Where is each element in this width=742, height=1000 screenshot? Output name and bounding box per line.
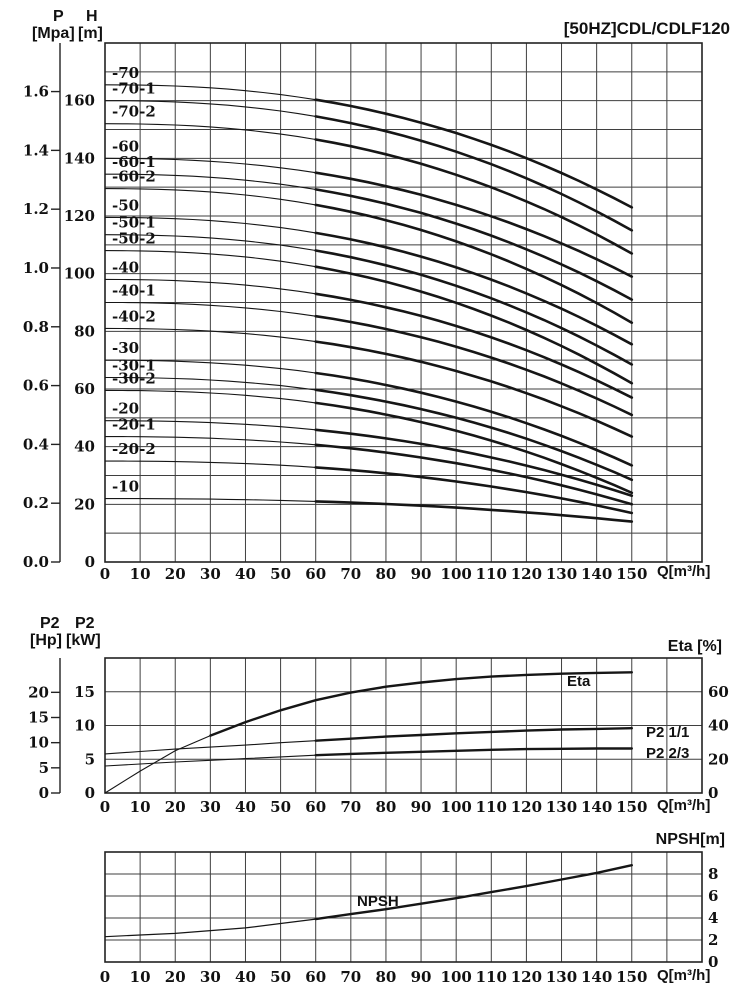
h-axis-name: H (86, 8, 98, 25)
svg-text:140: 140 (580, 968, 613, 986)
svg-text:-30: -30 (112, 339, 140, 358)
svg-text:0: 0 (38, 784, 49, 802)
svg-text:40: 40 (74, 437, 95, 456)
svg-text:20: 20 (74, 495, 95, 514)
svg-text:5: 5 (84, 750, 95, 769)
svg-text:150: 150 (616, 798, 648, 816)
svg-text:10: 10 (28, 733, 49, 752)
h-axis-unit: [m] (78, 25, 103, 42)
svg-text:120: 120 (510, 798, 543, 816)
svg-text:15: 15 (74, 682, 95, 701)
svg-text:-60: -60 (112, 137, 140, 156)
svg-text:100: 100 (440, 798, 472, 816)
svg-text:6: 6 (708, 887, 719, 905)
svg-text:-50-2: -50-2 (112, 229, 156, 248)
svg-text:140: 140 (580, 798, 613, 816)
svg-text:0: 0 (84, 553, 95, 571)
eta-axis-title: Eta [%] (667, 638, 722, 655)
svg-text:-20-1: -20-1 (112, 415, 156, 434)
middle-q-axis-unit: Q[m³/h] (657, 797, 711, 814)
npsh-axis-labels (708, 865, 718, 971)
svg-text:50: 50 (270, 798, 292, 816)
power-chart-grid (105, 658, 702, 793)
p2-twothirds-curve-label: P2 2/3 (646, 745, 690, 762)
svg-text:20: 20 (164, 565, 186, 583)
p-axis (23, 43, 60, 571)
eta-curve-label: Eta (567, 673, 591, 690)
npsh-curve-label: NPSH (357, 893, 399, 910)
svg-text:0: 0 (708, 953, 719, 971)
svg-text:0: 0 (708, 784, 719, 802)
svg-text:160: 160 (63, 91, 95, 110)
npsh-axis-title: NPSH[m] (655, 831, 725, 848)
p2-hp-axis-name: P2 (40, 615, 60, 632)
svg-text:0: 0 (99, 798, 111, 816)
svg-text:80: 80 (74, 322, 95, 341)
svg-text:130: 130 (545, 565, 578, 583)
svg-text:60: 60 (305, 968, 327, 986)
svg-text:0.2: 0.2 (22, 494, 49, 513)
svg-text:40: 40 (708, 716, 729, 735)
svg-text:-20-2: -20-2 (112, 440, 156, 459)
svg-text:-40-2: -40-2 (112, 307, 156, 326)
svg-text:100: 100 (440, 968, 472, 986)
svg-text:30: 30 (199, 798, 221, 816)
svg-text:0: 0 (99, 565, 111, 583)
p-axis-name: P (53, 8, 64, 25)
svg-text:0: 0 (99, 968, 111, 986)
svg-text:120: 120 (510, 968, 543, 986)
svg-text:40: 40 (235, 968, 256, 986)
h-axis-labels (64, 92, 95, 571)
svg-text:50: 50 (270, 565, 292, 583)
svg-text:0.4: 0.4 (22, 435, 49, 454)
svg-text:2: 2 (708, 931, 719, 949)
main-chart-curves (105, 85, 632, 522)
svg-text:15: 15 (28, 708, 49, 727)
svg-text:10: 10 (129, 565, 151, 583)
svg-text:10: 10 (129, 798, 151, 816)
svg-text:90: 90 (410, 968, 432, 986)
svg-text:1.2: 1.2 (22, 200, 49, 219)
main-q-axis-unit: Q[m³/h] (657, 563, 711, 580)
p2-hp-axis-unit: [Hp] (30, 632, 62, 649)
npsh-chart-x-tick-labels (100, 968, 648, 986)
hp-axis (28, 658, 60, 802)
svg-text:-60-1: -60-1 (112, 153, 156, 172)
svg-text:-40-1: -40-1 (112, 281, 156, 300)
svg-text:90: 90 (410, 565, 432, 583)
svg-text:150: 150 (616, 565, 648, 583)
svg-text:-50: -50 (112, 196, 140, 215)
svg-text:70: 70 (340, 565, 362, 583)
svg-text:110: 110 (475, 798, 507, 816)
svg-text:5: 5 (38, 758, 49, 777)
svg-text:20: 20 (164, 798, 186, 816)
svg-text:60: 60 (708, 682, 729, 701)
svg-text:-70-2: -70-2 (112, 102, 156, 121)
svg-text:-70-1: -70-1 (112, 79, 156, 98)
chart-title: [50HZ]CDL/CDLF120 (563, 19, 730, 38)
svg-text:0.6: 0.6 (22, 376, 49, 395)
p-axis-unit: [Mpa] (32, 25, 75, 42)
svg-text:110: 110 (475, 968, 507, 986)
svg-text:-50-1: -50-1 (112, 213, 156, 232)
svg-text:90: 90 (410, 798, 432, 816)
svg-text:150: 150 (616, 968, 648, 986)
svg-text:10: 10 (129, 968, 151, 986)
power-chart-curves (105, 672, 632, 793)
svg-text:80: 80 (375, 798, 397, 816)
svg-text:-30-1: -30-1 (112, 356, 156, 375)
svg-text:1.4: 1.4 (22, 141, 49, 160)
svg-text:140: 140 (580, 565, 613, 583)
svg-text:1.0: 1.0 (22, 258, 49, 277)
eta-axis-labels (708, 683, 729, 802)
svg-text:120: 120 (510, 565, 543, 583)
svg-text:0: 0 (84, 784, 95, 802)
svg-text:110: 110 (475, 565, 507, 583)
svg-text:80: 80 (375, 565, 397, 583)
svg-text:80: 80 (375, 968, 397, 986)
svg-text:20: 20 (28, 683, 49, 702)
svg-text:60: 60 (305, 565, 327, 583)
svg-text:60: 60 (74, 380, 95, 398)
p2-kw-axis-name: P2 (75, 615, 95, 632)
svg-text:40: 40 (235, 565, 256, 583)
svg-text:30: 30 (199, 565, 221, 583)
svg-text:-70: -70 (112, 63, 140, 82)
main-chart-x-tick-labels (100, 565, 648, 583)
svg-text:30: 30 (199, 968, 221, 986)
svg-text:-60-2: -60-2 (112, 167, 156, 186)
p2-full-curve-label: P2 1/1 (646, 724, 690, 741)
power-chart-x-tick-labels (100, 798, 648, 816)
svg-text:50: 50 (270, 968, 292, 986)
svg-text:4: 4 (708, 909, 719, 927)
svg-text:140: 140 (63, 149, 95, 168)
svg-text:130: 130 (545, 968, 578, 986)
p2-kw-axis-unit: [kW] (66, 632, 101, 649)
svg-text:60: 60 (305, 798, 327, 816)
svg-text:1.6: 1.6 (22, 82, 49, 101)
svg-text:100: 100 (440, 565, 472, 583)
svg-text:40: 40 (235, 798, 256, 816)
svg-text:-30-2: -30-2 (112, 369, 156, 388)
svg-text:10: 10 (74, 716, 95, 735)
svg-text:70: 70 (340, 968, 362, 986)
kw-axis-labels (74, 683, 95, 802)
svg-text:100: 100 (63, 264, 95, 283)
svg-text:20: 20 (164, 968, 186, 986)
svg-text:130: 130 (545, 798, 578, 816)
svg-text:0.0: 0.0 (22, 553, 49, 571)
svg-text:-40: -40 (112, 258, 140, 277)
svg-text:8: 8 (708, 865, 719, 883)
svg-text:0.8: 0.8 (22, 317, 49, 336)
svg-text:-10: -10 (112, 477, 140, 496)
svg-text:70: 70 (340, 798, 362, 816)
bottom-q-axis-unit: Q[m³/h] (657, 967, 711, 984)
svg-text:-20: -20 (112, 399, 140, 418)
svg-text:20: 20 (708, 750, 729, 769)
svg-text:120: 120 (63, 207, 95, 225)
